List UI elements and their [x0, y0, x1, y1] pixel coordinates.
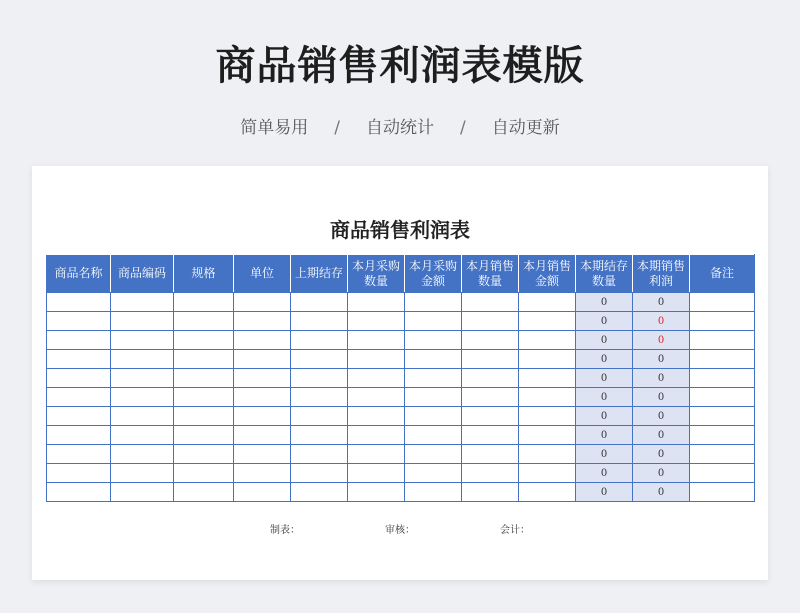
table-row [47, 350, 755, 369]
table-cell[interactable] [519, 426, 576, 445]
table-cell[interactable] [519, 407, 576, 426]
table-cell[interactable] [234, 407, 291, 426]
table-cell[interactable] [234, 483, 291, 502]
profit-cell[interactable]: 0 [633, 426, 690, 445]
table-cell[interactable] [348, 350, 405, 369]
table-cell[interactable] [174, 426, 234, 445]
profit-cell[interactable]: 0 [633, 331, 690, 350]
column-header: 商品名称 [47, 255, 111, 293]
table-cell[interactable] [405, 369, 462, 388]
table-cell[interactable] [111, 350, 174, 369]
table-row [47, 312, 755, 331]
table-cell[interactable] [519, 331, 576, 350]
table-cell[interactable] [234, 426, 291, 445]
table-cell[interactable] [111, 331, 174, 350]
table-cell[interactable] [234, 445, 291, 464]
table-cell[interactable] [348, 483, 405, 502]
table-cell[interactable] [174, 483, 234, 502]
table-cell[interactable] [405, 426, 462, 445]
table-cell[interactable] [291, 464, 348, 483]
profit-cell[interactable]: 0 [633, 445, 690, 464]
stock-cell[interactable]: 0 [576, 464, 633, 483]
table-header-row [47, 255, 755, 293]
table-cell[interactable] [690, 407, 755, 426]
separator: / [460, 118, 466, 138]
column-header: 本月销售 金额 [519, 255, 576, 293]
table-cell[interactable] [462, 369, 519, 388]
table-cell[interactable] [47, 293, 111, 312]
table-cell[interactable] [462, 483, 519, 502]
table-cell[interactable] [234, 369, 291, 388]
column-header: 单位 [234, 255, 291, 293]
profit-cell[interactable]: 0 [633, 293, 690, 312]
table-cell[interactable] [690, 445, 755, 464]
table-cell[interactable] [174, 388, 234, 407]
sheet-title: 商品销售利润表 [330, 218, 470, 242]
table-cell[interactable] [47, 426, 111, 445]
table-cell[interactable] [405, 445, 462, 464]
table-cell[interactable] [690, 483, 755, 502]
table-cell[interactable] [519, 445, 576, 464]
table-cell[interactable] [348, 426, 405, 445]
stock-cell[interactable]: 0 [576, 388, 633, 407]
table-cell[interactable] [690, 369, 755, 388]
table-cell[interactable] [405, 388, 462, 407]
table-cell[interactable] [462, 312, 519, 331]
table-cell[interactable] [47, 483, 111, 502]
table-cell[interactable] [462, 464, 519, 483]
table-cell[interactable] [690, 350, 755, 369]
accountant-label: 会计： [500, 525, 530, 536]
table-row [47, 407, 755, 426]
stock-cell[interactable]: 0 [576, 331, 633, 350]
table-cell[interactable] [291, 483, 348, 502]
table-cell[interactable] [462, 407, 519, 426]
feature-easy: 简单易用 [240, 118, 309, 138]
stock-cell[interactable]: 0 [576, 369, 633, 388]
table-cell[interactable] [690, 293, 755, 312]
table-row [47, 293, 755, 312]
table-cell[interactable] [234, 388, 291, 407]
table-cell[interactable] [291, 426, 348, 445]
table-cell[interactable] [111, 407, 174, 426]
table-cell[interactable] [111, 483, 174, 502]
table-cell[interactable] [462, 445, 519, 464]
table-cell[interactable] [519, 464, 576, 483]
table-cell[interactable] [291, 407, 348, 426]
table-cell[interactable] [174, 331, 234, 350]
column-header: 备注 [690, 255, 755, 293]
table-cell[interactable] [111, 293, 174, 312]
table-cell[interactable] [519, 483, 576, 502]
column-header: 规格 [174, 255, 234, 293]
profit-cell[interactable]: 0 [633, 388, 690, 407]
table-cell[interactable] [348, 331, 405, 350]
table-cell[interactable] [234, 293, 291, 312]
table-cell[interactable] [291, 369, 348, 388]
table-cell[interactable] [405, 464, 462, 483]
table-cell[interactable] [174, 350, 234, 369]
table-row [47, 445, 755, 464]
stock-cell[interactable]: 0 [576, 483, 633, 502]
table-cell[interactable] [47, 445, 111, 464]
separator: / [334, 118, 340, 138]
table-cell[interactable] [234, 464, 291, 483]
column-header: 本月采购 数量 [348, 255, 405, 293]
table-cell[interactable] [519, 293, 576, 312]
table-cell[interactable] [348, 312, 405, 331]
table-cell[interactable] [348, 407, 405, 426]
table-cell[interactable] [462, 293, 519, 312]
table-cell[interactable] [462, 426, 519, 445]
table-cell[interactable] [690, 388, 755, 407]
column-header: 本期销售 利润 [633, 255, 690, 293]
column-header: 商品编码 [111, 255, 174, 293]
table-cell[interactable] [405, 483, 462, 502]
table-cell[interactable] [174, 293, 234, 312]
table-cell[interactable] [291, 312, 348, 331]
table-cell[interactable] [405, 312, 462, 331]
table-cell[interactable] [47, 388, 111, 407]
table-cell[interactable] [462, 331, 519, 350]
feature-tagline [0, 113, 800, 138]
table-cell[interactable] [291, 331, 348, 350]
table-cell[interactable] [348, 369, 405, 388]
table-cell[interactable] [519, 388, 576, 407]
table-cell[interactable] [291, 350, 348, 369]
table-cell[interactable] [174, 369, 234, 388]
table-cell[interactable] [47, 331, 111, 350]
profit-cell[interactable]: 0 [633, 407, 690, 426]
table-row [47, 369, 755, 388]
table-cell[interactable] [111, 369, 174, 388]
table-cell[interactable] [405, 293, 462, 312]
table-cell[interactable] [111, 426, 174, 445]
table-cell[interactable] [47, 369, 111, 388]
page-title: 商品销售利润表模版 [215, 43, 585, 89]
table-cell[interactable] [348, 388, 405, 407]
table-cell[interactable] [234, 350, 291, 369]
stock-cell[interactable]: 0 [576, 350, 633, 369]
table-cell[interactable] [519, 369, 576, 388]
stock-cell[interactable]: 0 [576, 407, 633, 426]
profit-table [46, 254, 755, 502]
stock-cell[interactable]: 0 [576, 312, 633, 331]
stock-cell[interactable]: 0 [576, 426, 633, 445]
table-cell[interactable] [690, 312, 755, 331]
table-cell[interactable] [111, 312, 174, 331]
table-cell[interactable] [174, 445, 234, 464]
spreadsheet-preview [32, 166, 768, 580]
column-header: 本月销售 数量 [462, 255, 519, 293]
table-row [47, 331, 755, 350]
table-cell[interactable] [234, 312, 291, 331]
table-cell[interactable] [174, 312, 234, 331]
table-cell[interactable] [348, 293, 405, 312]
table-cell[interactable] [462, 388, 519, 407]
reviewer-label: 审核： [385, 525, 415, 536]
feature-auto-stats: 自动统计 [366, 118, 434, 138]
table-cell[interactable] [690, 426, 755, 445]
table-cell[interactable] [47, 350, 111, 369]
table-cell[interactable] [462, 350, 519, 369]
table-cell[interactable] [405, 350, 462, 369]
table-row [47, 483, 755, 502]
profit-cell[interactable]: 0 [633, 369, 690, 388]
maker-label: 制表： [270, 525, 300, 536]
table-cell[interactable] [690, 331, 755, 350]
stock-cell[interactable]: 0 [576, 293, 633, 312]
table-row [47, 388, 755, 407]
table-cell[interactable] [111, 464, 174, 483]
table-row [47, 426, 755, 445]
table-cell[interactable] [348, 445, 405, 464]
table-cell[interactable] [234, 331, 291, 350]
column-header: 本月采购 金额 [405, 255, 462, 293]
feature-auto-update: 自动更新 [491, 118, 560, 138]
table-cell[interactable] [291, 293, 348, 312]
profit-cell[interactable]: 0 [633, 350, 690, 369]
table-cell[interactable] [47, 407, 111, 426]
profit-cell[interactable]: 0 [633, 464, 690, 483]
table-row [47, 464, 755, 483]
table-cell[interactable] [690, 464, 755, 483]
table-cell[interactable] [111, 388, 174, 407]
table-cell[interactable] [291, 445, 348, 464]
column-header: 上期结存 [291, 255, 348, 293]
table-cell[interactable] [291, 388, 348, 407]
table-cell[interactable] [47, 464, 111, 483]
table-cell[interactable] [174, 464, 234, 483]
stock-cell[interactable]: 0 [576, 445, 633, 464]
profit-cell[interactable]: 0 [633, 312, 690, 331]
profit-cell[interactable]: 0 [633, 483, 690, 502]
table-cell[interactable] [519, 350, 576, 369]
table-cell[interactable] [348, 464, 405, 483]
table-cell[interactable] [405, 407, 462, 426]
table-cell[interactable] [47, 312, 111, 331]
table-cell[interactable] [174, 407, 234, 426]
table-cell[interactable] [519, 312, 576, 331]
table-cell[interactable] [111, 445, 174, 464]
column-header: 本期结存 数量 [576, 255, 633, 293]
table-cell[interactable] [405, 331, 462, 350]
